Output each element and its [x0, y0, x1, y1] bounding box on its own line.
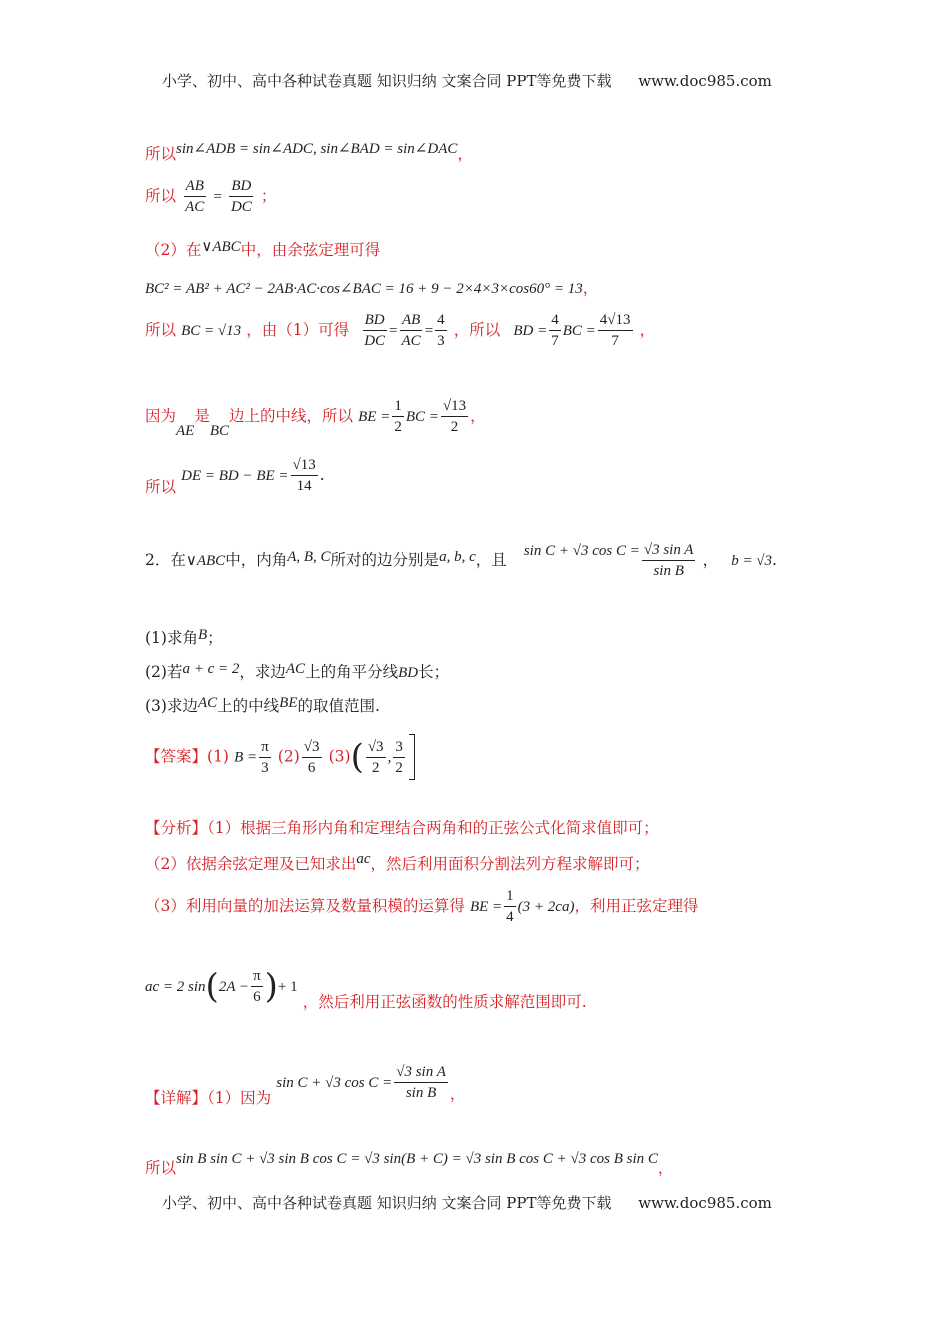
- header-title: 小学、初中、高中各种试卷真题 知识归纳 文案合同 PPT等免费下载: [162, 72, 612, 90]
- q2-part3: (3)求边AC上的中线BE的取值范围.: [145, 695, 380, 715]
- sol1-line2: 所以 $\frac{AB}{AC}$ = $\frac{BD}{DC}$ ；: [145, 178, 277, 215]
- frac-detail-cond: $\frac{\text{√3 sin A}}{\text{sin B}}$: [396, 1064, 446, 1101]
- page-footer: [162, 1192, 772, 1213]
- q2-part2: (2)若a + c = 2，求边AC上的角平分线BD长；: [145, 661, 450, 681]
- frac-4sqrt13-7: $\frac{4√13}{7}$: [599, 312, 631, 349]
- closing-bracket: [409, 734, 415, 780]
- analysis-line2: （2）依据余弦定理及已知求出ac，然后利用面积分割法列方程求解即可；: [145, 851, 650, 873]
- frac-sqrt13-14: $\frac{√13}{14}$: [292, 457, 316, 494]
- de-line: 所以 DE = BD − BE = $\frac{√13}{14}$ .: [145, 457, 325, 496]
- answer-label: 【答案】: [145, 747, 208, 766]
- analysis-line4: ac = 2 sin(2A − $\frac{\pi}{6}$ )+ 1 ，然后利用正弦函数的性质求解范围即可.: [145, 966, 587, 1011]
- frac-1-4: $\frac{1}{4}$: [506, 888, 514, 925]
- median-line: 因为AE是BC边上的中线，所以 BE = $\frac{1}{2}$ BC = $\frac{√13}{2}$ ，: [145, 398, 486, 439]
- frac-4-3: $\frac{4}{3}$: [437, 312, 445, 349]
- triangle-abc: ∨ABC: [201, 239, 241, 255]
- frac-3-2: $\frac{3}{2}$: [395, 738, 403, 776]
- analysis-line3: （3）利用向量的加法运算及数量积模的运算得 BE = $\frac{1}{4}$ (3 + 2ca)，利用正弦定理得: [145, 888, 699, 925]
- frac-sqrt3-6: $\frac{√3}{6}$: [303, 738, 320, 776]
- footer-title: 小学、初中、高中各种试卷真题 知识归纳 文案合同 PPT等免费下载: [162, 1194, 612, 1212]
- answer-line: 【答案】(1) B = $\frac{\pi}{3}$ (2) $\frac{√3}{6}$ (3)( $\frac{√3}{2}$ , $\frac{3}{2}$: [145, 734, 415, 780]
- detail-line2: 所以sin B sin C + √3 sin B cos C = √3 sin(B + C) = √3 sin B cos C + √3 cos B sin C，: [145, 1151, 674, 1177]
- footer-url[interactable]: www.doc985.com: [638, 1194, 772, 1212]
- analysis-line1: 【分析】（1）根据三角形内角和定理结合两角和的正弦公式化简求值即可；: [145, 819, 659, 837]
- sol1-line1: [145, 142, 473, 164]
- sol1-line1-pre: 所以: [145, 145, 177, 163]
- analysis-label: 【分析】: [145, 819, 208, 837]
- sol1-line2-post: ；: [260, 187, 277, 205]
- frac-ab-ac-2: $\frac{AB}{AC}$: [401, 312, 421, 349]
- frac-sqrt13-2: $\frac{√13}{2}$: [442, 398, 467, 435]
- sol1-line1-post: ，: [457, 145, 473, 163]
- detail-line1: 【详解】（1）因为 sin C + √3 cos C = $\frac{\text{√3 sin A}}{\text{sin B}}$ ，: [145, 1064, 466, 1107]
- q2-part1: (1)求角B；: [145, 627, 223, 647]
- frac-1-2: $\frac{1}{2}$: [394, 398, 402, 435]
- bc-equation: BC² = AB² + AC² − 2AB·AC·cos∠BAC = 16 + 9 − 2×4×3×cos60° = 13，: [145, 279, 599, 297]
- frac-pi-3: $\frac{\pi}{3}$: [261, 738, 269, 776]
- q2-stem: 2．在∨ABC中，内角A, B, C所对的边分别是a, b, c，且 sin C + √3 cos C = $\frac{\text{√3 sin A}}{\text{sin B}}$ ， b = √3.: [145, 542, 777, 579]
- law-of-cosines: BC² = AB² + AC² − 2AB·AC·cos∠BAC = 16 + 9 − 2×4×3×cos60° = 13: [145, 281, 583, 297]
- sol1-line2-pre: 所以: [145, 187, 177, 205]
- bd-line: 所以 BC = √13 ，由（1）可得 $\frac{BD}{DC}$ = $\frac{AB}{AC}$ = $\frac{4}{3}$ ，所以 BD = $\frac{4}{7}$ BC = $\frac{4√13}{7}$ ，: [145, 312, 656, 349]
- frac-bd-dc-2: $\frac{BD}{DC}$: [364, 312, 386, 349]
- frac-4-7: $\frac{4}{7}$: [551, 312, 559, 349]
- bc-value: BC = √13: [181, 323, 242, 339]
- sol1-line1-math: sin∠ADB = sin∠ADC, sin∠BAD = sin∠DAC: [176, 141, 458, 157]
- part2-intro: （2）在∨ABC中，由余弦定理可得: [145, 239, 381, 259]
- detail-label: 【详解】: [145, 1089, 208, 1107]
- header-url[interactable]: www.doc985.com: [638, 72, 772, 90]
- page-header: [162, 70, 772, 91]
- frac-pi-6: $\frac{\pi}{6}$: [253, 968, 261, 1005]
- frac-cond: $\frac{\text{√3 sin A}}{\text{sin B}}$: [643, 542, 694, 579]
- frac-sqrt3-2: $\frac{√3}{2}$: [367, 738, 384, 776]
- frac-bd-dc: $\frac{BD}{DC}$: [230, 178, 252, 215]
- frac-ab-ac: $\frac{AB}{AC}$: [185, 178, 205, 215]
